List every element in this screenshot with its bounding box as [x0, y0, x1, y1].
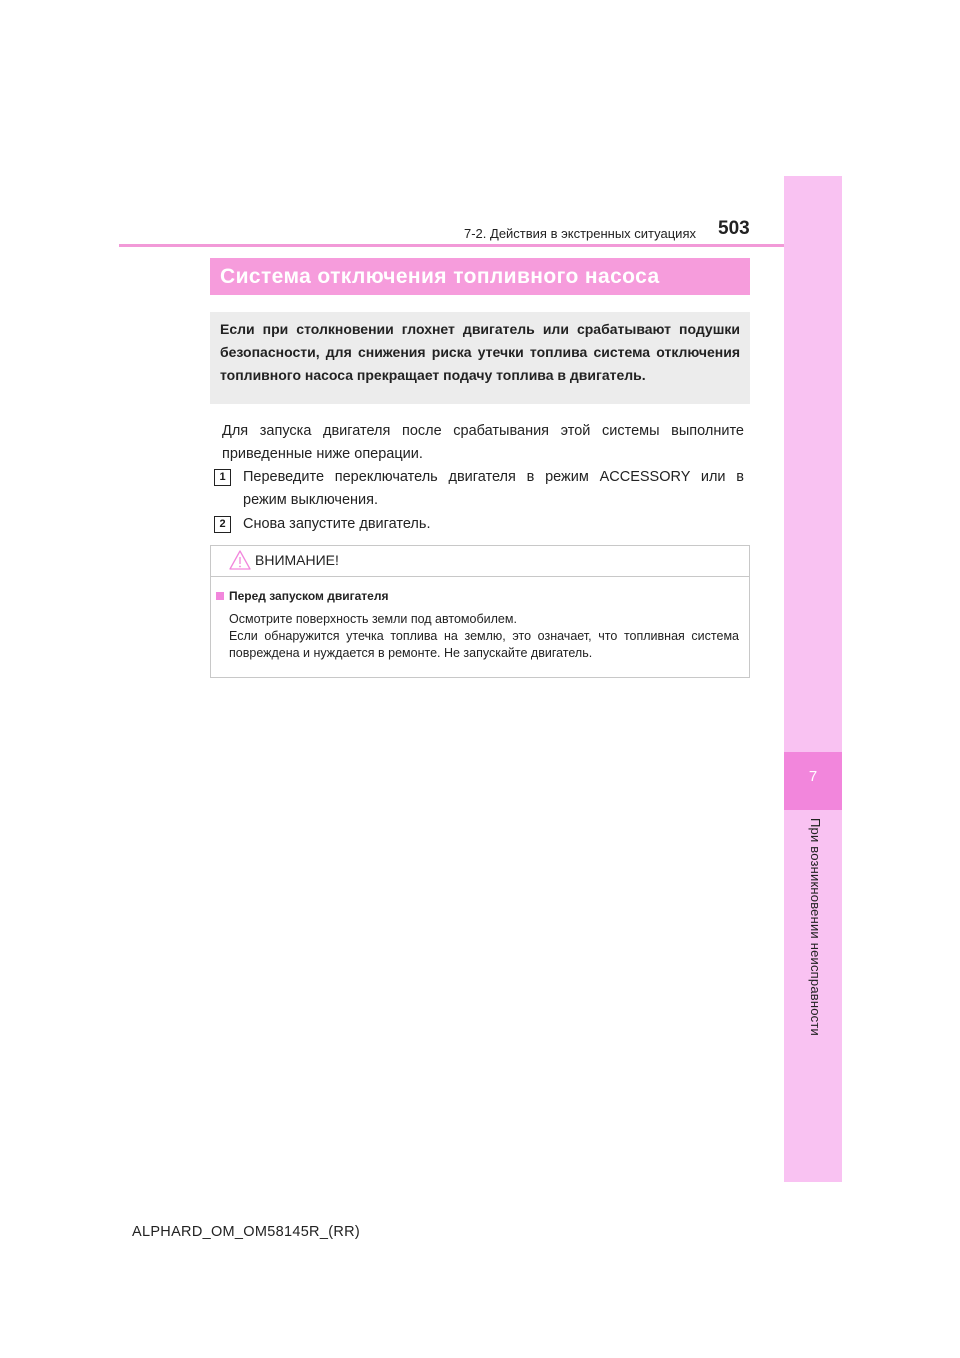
body-text: Для запуска двигателя после срабатывания этой системы выполните приведенные ниже операции.: [222, 423, 744, 462]
footer-document-code: ALPHARD_OM_OM58145R_(RR): [132, 1224, 360, 1240]
chapter-title: При возникновении неисправности: [808, 818, 823, 1036]
warning-heading-text: Перед запуском двигателя: [229, 589, 389, 603]
warning-box: [210, 545, 750, 678]
warning-line-2: Если обнаружится утечка топлива на землю, это означает, что топливная система повреждена и нуждается в ремонте. Не запускайте двигатель.: [229, 629, 739, 660]
warning-line-1: Осмотрите поверхность земли под автомобилем.: [229, 612, 517, 626]
header-rule: [119, 244, 784, 247]
warning-header: [211, 546, 749, 577]
section-title: Система отключения топливного насоса: [210, 258, 750, 295]
step-text: Снова запустите двигатель.: [243, 516, 431, 532]
warning-text: [229, 611, 739, 662]
chapter-number: 7: [808, 768, 818, 785]
bullet-square-icon: [216, 592, 224, 600]
step-text: Переведите переключатель двигателя в режим ACCESSORY или в режим выключения.: [243, 469, 744, 508]
header-section: 7-2. Действия в экстренных ситуациях: [464, 226, 696, 241]
page-number: 503: [718, 218, 750, 239]
intro-box: Если при столкновении глохнет двигатель или срабатывают подушки безопасности, для снижения риска утечки топлива система отключения топливного насоса прекращает подачу топлива в двигатель.: [210, 312, 750, 404]
warning-triangle-icon: [229, 550, 251, 575]
step-number-badge: 2: [214, 516, 231, 533]
warning-label: ВНИМАНИЕ!: [255, 552, 339, 568]
step-number-badge: 1: [214, 469, 231, 486]
warning-heading: [216, 589, 388, 603]
